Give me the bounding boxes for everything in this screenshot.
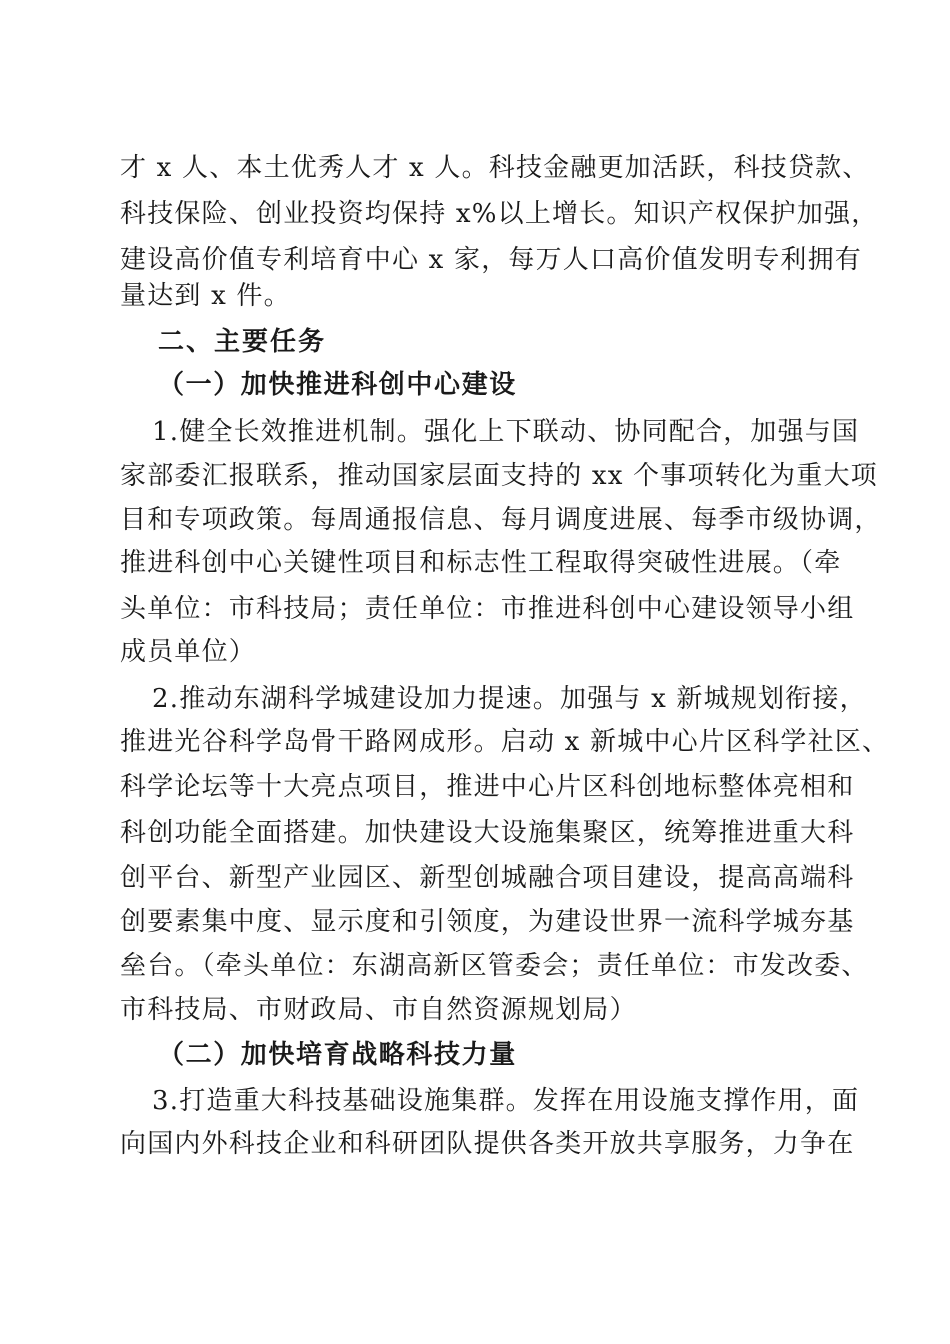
text-line: 创平台、新型产业园区、新型创城融合项目建设，提高高端科 (120, 863, 855, 893)
text-line: 量达到 x 件。 (120, 281, 291, 311)
text-line: 家部委汇报联系，推动国家层面支持的 xx 个事项转化为重大项 (120, 461, 878, 491)
text-line: 目和专项政策。每周通报信息、每月调度进展、每季市级协调， (120, 505, 882, 535)
text-line: 成员单位） (120, 637, 257, 667)
text-line: 1.健全长效推进机制。强化上下联动、协同配合，加强与国 (152, 417, 860, 447)
text-line: 科学论坛等十大亮点项目，推进中心片区科创地标整体亮相和 (120, 772, 855, 802)
text-line: 市科技局、市财政局、市自然资源规划局） (120, 995, 637, 1025)
text-line: 向国内外科技企业和科研团队提供各类开放共享服务，力争在 (120, 1129, 855, 1159)
section-heading: 二、主要任务 (158, 327, 327, 357)
text-line: 头单位：市科技局；责任单位：市推进科创中心建设领导小组 (120, 594, 855, 624)
text-line: 垒台。（牵头单位：东湖高新区管委会；责任单位：市发改委、 (120, 951, 869, 981)
text-line: 才 x 人、本土优秀人才 x 人。科技金融更加活跃，科技贷款、 (120, 153, 870, 183)
text-line: 科创功能全面搭建。加快建设大设施集聚区，统筹推进重大科 (120, 818, 855, 848)
subsection-heading: （二）加快培育战略科技力量 (158, 1040, 517, 1070)
text-line: 推进光谷科学岛骨干路网成形。启动 x 新城中心片区科学社区、 (120, 727, 890, 757)
text-line: 科技保险、创业投资均保持 x%以上增长。知识产权保护加强， (120, 199, 879, 229)
text-line: 3.打造重大科技基础设施集群。发挥在用设施支撑作用，面 (152, 1086, 860, 1116)
subsection-heading: （一）加快推进科创中心建设 (158, 370, 517, 400)
text-line: 创要素集中度、显示度和引领度，为建设世界一流科学城夯基 (120, 907, 855, 937)
text-line: 建设高价值专利培育中心 x 家，每万人口高价值发明专利拥有 (120, 245, 862, 275)
text-line: 推进科创中心关键性项目和标志性工程取得突破性进展。（牵 (120, 548, 842, 578)
text-line: 2.推动东湖科学城建设加力提速。加强与 x 新城规划衔接， (152, 684, 867, 714)
